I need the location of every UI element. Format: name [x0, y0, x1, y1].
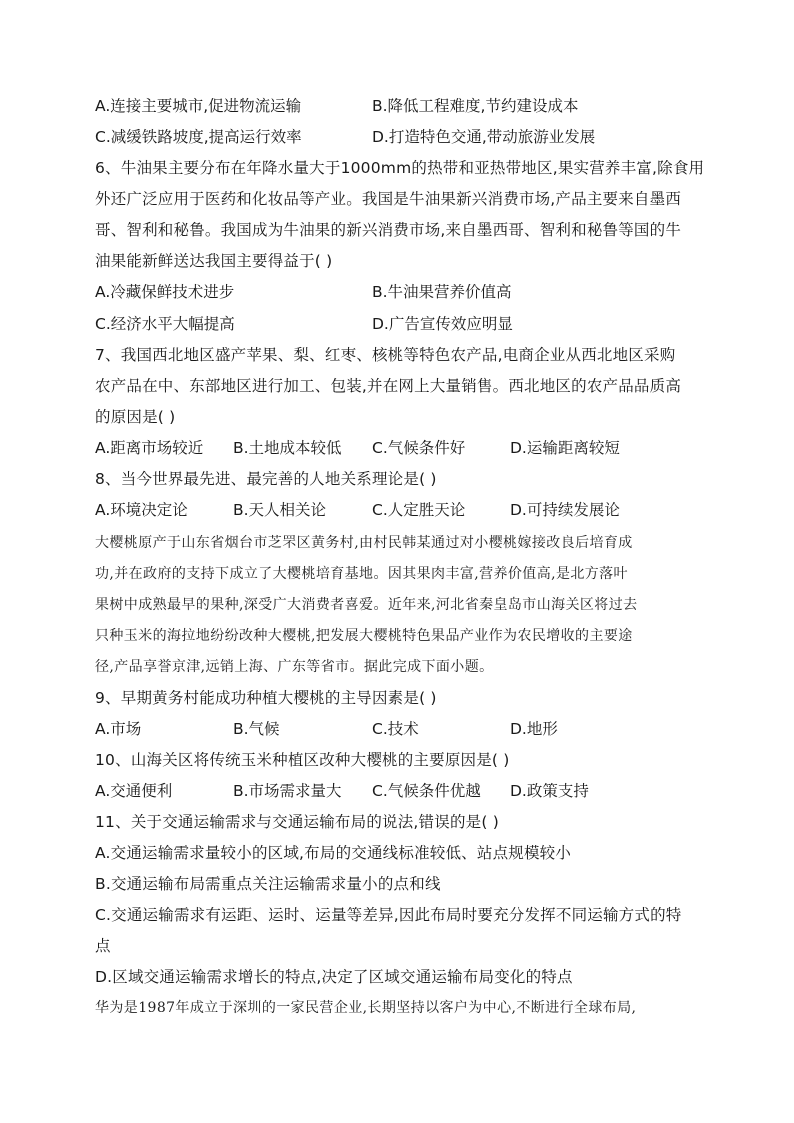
q11-option-a: A.交通运输需求量较小的区域,布局的交通线标准较低、站点规模较小 [95, 844, 572, 862]
cherry-passage-line-3: 果树中成熟最早的果种,深受广大消费者喜爱。近年来,河北省秦皇岛市山海关区将过去 [95, 597, 638, 613]
q5-option-c: C.减缓铁路坡度,提高运行效率 [95, 128, 302, 146]
q9-stem: 9、早期黄务村能成功种植大樱桃的主导因素是( ) [95, 689, 437, 707]
q5-option-d: D.打造特色交通,带动旅游业发展 [372, 128, 596, 146]
q11-option-d: D.区域交通运输需求增长的特点,决定了区域交通运输布局变化的特点 [95, 968, 573, 986]
q7-option-b: B.土地成本较低 [233, 439, 342, 457]
q8-option-a: A.环境决定论 [95, 501, 188, 519]
q6-option-a: A.冷藏保鲜技术进步 [95, 283, 235, 301]
q7-stem-line-2: 农产品在中、东部地区进行加工、包装,并在网上大量销售。西北地区的农产品品质高 [95, 377, 682, 395]
q6-stem-line-4: 油果能新鲜送达我国主要得益于( ) [95, 252, 333, 270]
q8-option-c: C.人定胜天论 [372, 501, 466, 519]
q6-stem-line-1: 6、牛油果主要分布在年降水量大于1000mm的热带和亚热带地区,果实营养丰富,除食用 [95, 159, 705, 177]
q10-option-c: C.气候条件优越 [372, 782, 481, 800]
q7-option-d: D.运输距离较短 [510, 439, 620, 457]
q8-option-d: D.可持续发展论 [510, 501, 620, 519]
q6-stem-line-2: 外还广泛应用于医药和化妆品等产业。我国是牛油果新兴消费市场,产品主要来自墨西 [95, 190, 682, 208]
q9-option-c: C.技术 [372, 720, 419, 738]
cherry-passage-line-5: 径,产品享誉京津,远销上海、广东等省市。据此完成下面小题。 [95, 659, 494, 675]
q7-stem-line-3: 的原因是( ) [95, 408, 176, 426]
cherry-passage-line-1: 大樱桃原产于山东省烟台市芝罘区黄务村,由村民韩某通过对小樱桃嫁接改良后培育成 [95, 535, 633, 551]
q10-stem: 10、山海关区将传统玉米种植区改种大樱桃的主要原因是( ) [95, 751, 510, 769]
cherry-passage-line-4: 只种玉米的海拉地纷纷改种大樱桃,把发展大樱桃特色果品产业作为农民增收的主要途 [95, 628, 633, 644]
q11-option-c-line-2: 点 [95, 937, 111, 955]
q5-option-a: A.连接主要城市,促进物流运输 [95, 97, 302, 115]
cherry-passage-line-2: 功,并在政府的支持下成立了大樱桃培育基地。因其果肉丰富,营养价值高,是北方落叶 [95, 566, 628, 582]
q5-option-b: B.降低工程难度,节约建设成本 [372, 97, 579, 115]
q6-option-d: D.广告宣传效应明显 [372, 315, 513, 333]
q6-stem-line-3: 哥、智利和秘鲁。我国成为牛油果的新兴消费市场,来自墨西哥、智利和秘鲁等国的牛 [95, 221, 682, 239]
q7-stem-line-1: 7、我国西北地区盛产苹果、梨、红枣、核桃等特色农产品,电商企业从西北地区采购 [95, 346, 676, 364]
q10-option-a: A.交通便利 [95, 782, 173, 800]
q11-option-c-line-1: C.交通运输需求有运距、运时、运量等差异,因此布局时要充分发挥不同运输方式的特 [95, 906, 682, 924]
q6-option-c: C.经济水平大幅提高 [95, 315, 235, 333]
q11-stem: 11、关于交通运输需求与交通运输布局的说法,错误的是( ) [95, 813, 499, 831]
huawei-passage-line-1: 华为是1987年成立于深圳的一家民营企业,长期坚持以客户为中心,不断进行全球布局, [95, 1000, 637, 1016]
q9-option-b: B.气候 [233, 720, 280, 738]
q6-option-b: B.牛油果营养价值高 [372, 283, 512, 301]
q7-option-c: C.气候条件好 [372, 439, 466, 457]
q10-option-b: B.市场需求量大 [233, 782, 342, 800]
q11-option-b: B.交通运输布局需重点关注运输需求量小的点和线 [95, 875, 441, 893]
q10-option-d: D.政策支持 [510, 782, 589, 800]
q8-option-b: B.天人相关论 [233, 501, 327, 519]
q7-option-a: A.距离市场较近 [95, 439, 204, 457]
q9-option-a: A.市场 [95, 720, 142, 738]
q8-stem: 8、当今世界最先进、最完善的人地关系理论是( ) [95, 470, 437, 488]
q9-option-d: D.地形 [510, 720, 558, 738]
